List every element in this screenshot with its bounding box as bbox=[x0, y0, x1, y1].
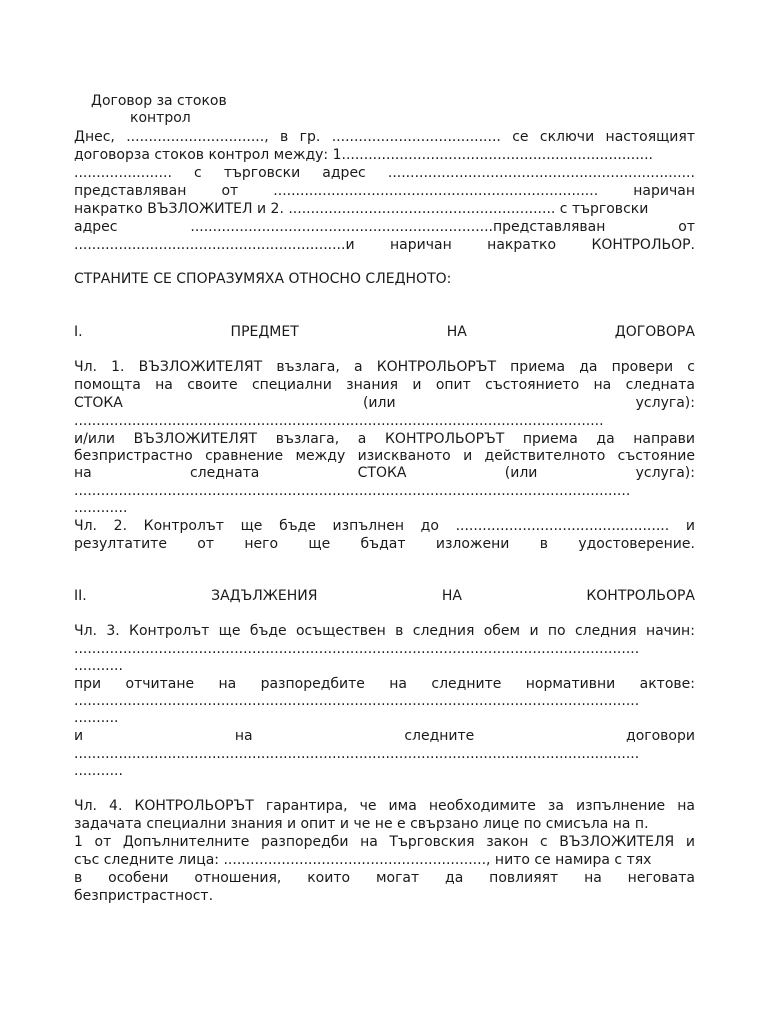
text-run: нормативни bbox=[525, 676, 616, 692]
text-run: наричан bbox=[390, 237, 452, 253]
text-run: необходимите bbox=[428, 798, 536, 814]
blank-field: ............................................................................................................................... bbox=[74, 746, 640, 762]
text-run: до bbox=[420, 518, 439, 534]
text-run: задачата специални знания и опит и че не е свързано лице по смисъла на п. bbox=[74, 816, 649, 832]
blank-field: ............ bbox=[74, 500, 128, 516]
text-run: с bbox=[194, 165, 202, 181]
text-run: следния bbox=[412, 623, 475, 639]
text-run: на bbox=[593, 377, 612, 393]
text-run: изпълнение bbox=[575, 798, 666, 814]
text-run: опит bbox=[435, 377, 471, 393]
text-run: състоянието bbox=[485, 377, 580, 393]
document-title-line-2: контрол bbox=[130, 110, 191, 126]
text-run: при bbox=[74, 676, 102, 692]
text-run: в bbox=[280, 129, 289, 145]
text-run: безпристрастно bbox=[74, 448, 193, 464]
text-run: на bbox=[677, 798, 695, 814]
article-line bbox=[74, 464, 695, 482]
intro-line bbox=[74, 218, 695, 236]
text-run: и bbox=[529, 623, 539, 639]
text-run: да bbox=[596, 431, 615, 447]
text-run: търговски bbox=[223, 165, 301, 181]
text-run: със следните лица: ..........................................................., нито се намира с тях bbox=[74, 852, 652, 868]
text-run: и bbox=[412, 377, 422, 393]
text-run: с bbox=[539, 834, 548, 850]
heading-part: ПРЕДМЕТ bbox=[230, 324, 299, 340]
intro-line bbox=[74, 182, 695, 200]
text-run: от bbox=[197, 536, 215, 552]
text-run: следния bbox=[574, 623, 637, 639]
blank-field: ......................................................................... bbox=[273, 183, 599, 199]
blank-field: ....................................................................................................................... bbox=[74, 413, 604, 429]
text-run: да bbox=[445, 870, 464, 886]
text-run: (или bbox=[362, 395, 396, 411]
text-run: ще bbox=[218, 623, 241, 639]
text-run: на bbox=[155, 377, 173, 393]
text-run: провери bbox=[611, 359, 674, 375]
text-run: накратко bbox=[487, 237, 557, 253]
text-run: приема bbox=[522, 431, 578, 447]
heading-part: НА bbox=[446, 324, 467, 340]
text-run: ВЪЗЛОЖИТЕЛЯ bbox=[559, 834, 675, 850]
text-run: (или bbox=[504, 465, 538, 481]
text-run: наричан bbox=[633, 183, 695, 199]
text-run: действителното bbox=[484, 448, 606, 464]
article-line bbox=[74, 675, 695, 693]
text-run: услуга): bbox=[635, 395, 695, 411]
text-run: гр. bbox=[299, 129, 321, 145]
article-line bbox=[74, 517, 695, 535]
blank-field: ........... bbox=[74, 658, 123, 674]
text-run: накратко ВЪЗЛОЖИТЕЛ и 2. ............................................................ с търговски bbox=[74, 201, 649, 217]
text-run: договорза стоков контрол между: 1...................................................................... bbox=[74, 147, 654, 163]
text-run: сключи bbox=[539, 129, 595, 145]
text-run: за bbox=[547, 798, 564, 814]
text-run: договори bbox=[626, 728, 695, 744]
text-run: настоящият bbox=[605, 129, 695, 145]
text-run: адрес bbox=[322, 165, 366, 181]
text-run: 4. bbox=[109, 798, 123, 814]
text-run: се bbox=[512, 129, 529, 145]
heading-part: НА bbox=[441, 588, 462, 604]
text-run: начин: bbox=[645, 623, 695, 639]
intro-line bbox=[74, 200, 695, 218]
article-line bbox=[74, 447, 695, 465]
blank-field: ................................................ bbox=[455, 518, 670, 534]
text-run: разпоредби bbox=[260, 834, 349, 850]
article-line bbox=[74, 833, 695, 851]
text-run: приема bbox=[510, 359, 566, 375]
text-run: ще bbox=[240, 518, 263, 534]
text-run: адрес bbox=[74, 219, 118, 235]
text-run: а bbox=[357, 431, 367, 447]
text-run: че bbox=[359, 798, 377, 814]
text-run: от bbox=[221, 183, 239, 199]
heading-part: ДОГОВОРА bbox=[614, 324, 695, 340]
article-line bbox=[74, 622, 695, 640]
text-run: на bbox=[360, 834, 378, 850]
text-run: СТОКА bbox=[357, 465, 407, 481]
text-run: които bbox=[307, 870, 351, 886]
text-run: Чл. bbox=[74, 359, 97, 375]
text-run: на bbox=[74, 465, 92, 481]
blank-field: .......... bbox=[74, 710, 119, 726]
text-run: 1 bbox=[74, 834, 83, 850]
text-run: разпоредбите bbox=[260, 676, 365, 692]
text-run: от bbox=[94, 834, 112, 850]
heading-part: I. bbox=[74, 324, 83, 340]
text-run: представляван bbox=[74, 183, 187, 199]
text-run: КОНТРОЛЬОР. bbox=[591, 237, 695, 253]
text-run: а bbox=[353, 359, 363, 375]
text-run: следните bbox=[431, 676, 502, 692]
text-run: 1. bbox=[111, 359, 125, 375]
text-run: Днес, bbox=[74, 129, 115, 145]
article-line bbox=[74, 797, 695, 815]
text-run: Чл. bbox=[74, 798, 97, 814]
blank-field: ....................................................................представляван bbox=[190, 219, 606, 235]
text-run: следните bbox=[404, 728, 475, 744]
text-run: ВЪЗЛОЖИТЕЛЯТ bbox=[138, 359, 263, 375]
text-run: изискваното bbox=[357, 448, 451, 464]
text-run: услуга): bbox=[635, 465, 695, 481]
text-run: закон bbox=[486, 834, 529, 850]
text-run: КОНТРОЛЬОРЪТ bbox=[384, 431, 505, 447]
text-run: осъществен bbox=[295, 623, 386, 639]
article-line bbox=[74, 430, 695, 448]
text-run: следната bbox=[189, 465, 260, 481]
text-run: и bbox=[463, 448, 473, 464]
text-run: отчитане bbox=[125, 676, 195, 692]
text-run: възлага, bbox=[276, 359, 340, 375]
blank-field: ..............................., bbox=[126, 129, 269, 145]
text-run: помощта bbox=[74, 377, 141, 393]
text-run: направи bbox=[633, 431, 695, 447]
text-run: и bbox=[685, 834, 695, 850]
text-run: гарантира, bbox=[265, 798, 348, 814]
text-run: отношения, bbox=[194, 870, 282, 886]
article-line bbox=[74, 358, 695, 376]
intro-line bbox=[74, 164, 695, 182]
text-run: и bbox=[74, 728, 84, 744]
text-run: възлага, bbox=[275, 431, 340, 447]
blank-field: ...................................... bbox=[331, 129, 501, 145]
intro-line bbox=[74, 236, 695, 254]
blank-field: ..................................................................... bbox=[387, 165, 695, 181]
text-run: бъде bbox=[249, 623, 287, 639]
text-run: 2. bbox=[113, 518, 128, 534]
text-run: Чл. bbox=[74, 623, 97, 639]
text-run: с bbox=[687, 359, 695, 375]
text-run: в bbox=[539, 536, 548, 552]
agreement-statement: СТРАНИТЕ СЕ СПОРАЗУМЯХА ОТНОСНО СЛЕДНОТО: bbox=[74, 271, 452, 287]
text-run: бъде bbox=[279, 518, 316, 534]
text-run: от bbox=[678, 219, 695, 235]
section-heading bbox=[74, 587, 695, 605]
heading-part: II. bbox=[74, 588, 87, 604]
blank-field: ........... bbox=[74, 763, 123, 779]
text-run: между bbox=[295, 448, 346, 464]
text-run: в bbox=[74, 870, 83, 886]
text-run: изложени bbox=[435, 536, 510, 552]
text-run: по bbox=[547, 623, 566, 639]
text-run: своите bbox=[187, 377, 238, 393]
document-title-line-1: Договор за стоков bbox=[91, 93, 227, 109]
article-line bbox=[74, 815, 695, 833]
text-run: Контролът bbox=[143, 518, 224, 534]
text-run: и/или bbox=[74, 431, 115, 447]
text-run: специални bbox=[251, 377, 332, 393]
text-run: обем bbox=[483, 623, 521, 639]
text-run: резултатите bbox=[74, 536, 167, 552]
text-run: ще bbox=[308, 536, 331, 552]
intro-line bbox=[74, 128, 695, 146]
text-run: на bbox=[234, 728, 253, 744]
intro-line bbox=[74, 146, 695, 164]
text-run: бъдат bbox=[360, 536, 406, 552]
text-run: Чл. bbox=[74, 518, 97, 534]
heading-part: КОНТРОЛЬОРА bbox=[586, 588, 695, 604]
text-run: 3. bbox=[106, 623, 120, 639]
text-run: Допълнителните bbox=[122, 834, 250, 850]
article-line bbox=[74, 851, 695, 869]
text-run: на bbox=[584, 870, 602, 886]
section-heading bbox=[74, 323, 695, 341]
text-run: СТОКА bbox=[74, 395, 123, 411]
text-run: повлияят bbox=[489, 870, 559, 886]
text-run: удостоверение. bbox=[578, 536, 695, 552]
text-run: на bbox=[218, 676, 237, 692]
article-line bbox=[74, 727, 695, 745]
text-run: знания bbox=[346, 377, 399, 393]
article-line bbox=[74, 376, 695, 394]
text-run: неговата bbox=[627, 870, 695, 886]
blank-field: ...................... bbox=[74, 165, 172, 181]
blank-field: ............................................................................................................................... bbox=[74, 641, 640, 657]
text-run: актове: bbox=[639, 676, 695, 692]
text-run: него bbox=[244, 536, 279, 552]
blank-field: ............................................................................................................................... bbox=[74, 693, 640, 709]
blank-field: .............................................................и bbox=[74, 237, 355, 253]
article-line bbox=[74, 394, 695, 412]
text-run: Търговския bbox=[389, 834, 475, 850]
article-line bbox=[74, 535, 695, 553]
blank-field: ............................................................................................................................. bbox=[74, 483, 631, 499]
text-run: КОНТРОЛЬОРЪТ bbox=[134, 798, 254, 814]
article-line bbox=[74, 869, 695, 887]
text-run: и bbox=[685, 518, 695, 534]
text-run: Контролът bbox=[129, 623, 210, 639]
text-run: има bbox=[388, 798, 417, 814]
text-run: на bbox=[389, 676, 408, 692]
text-run: изпълнен bbox=[332, 518, 405, 534]
text-run: ВЪЗЛОЖИТЕЛЯТ bbox=[133, 431, 258, 447]
heading-part: ЗАДЪЛЖЕНИЯ bbox=[211, 588, 318, 604]
text-run: да bbox=[579, 359, 598, 375]
text-run: могат bbox=[375, 870, 420, 886]
article-line: безпристрастност. bbox=[74, 888, 214, 904]
text-run: в bbox=[395, 623, 404, 639]
text-run: КОНТРОЛЬОРЪТ bbox=[376, 359, 497, 375]
text-run: следната bbox=[625, 377, 695, 393]
text-run: сравнение bbox=[205, 448, 284, 464]
text-run: особени bbox=[108, 870, 169, 886]
text-run: състояние bbox=[617, 448, 695, 464]
